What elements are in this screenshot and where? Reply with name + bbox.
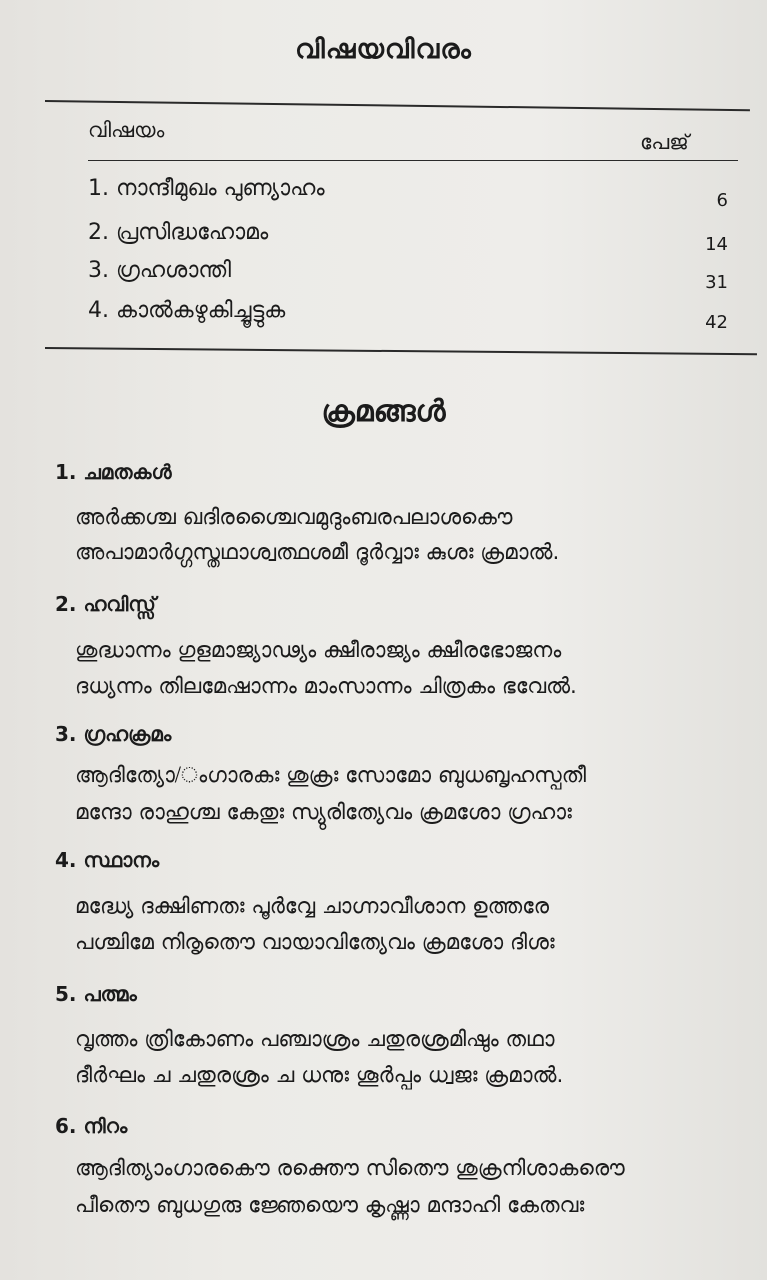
toc-row-label: 2. പ്രസിദ്ധഹോമം [88,220,269,245]
toc-header-rule [88,160,738,161]
item-heading: 5. പത്മം [55,982,137,1006]
verse-line: പശ്ചിമേ നിരൃതൌ വായാവിത്യേവം ക്രമശോ ദിശഃ [75,930,555,955]
toc-row-label: 3. ഗ്രഹശാന്തി [88,258,231,283]
toc-row [88,258,728,298]
toc-row [88,220,728,260]
toc-bottom-rule [45,347,757,355]
page-title: വിഷയവിവരം [295,34,472,65]
toc-header-subject: വിഷയം [88,118,165,142]
item-heading: 3. ഗ്രഹക്രമം [55,722,172,746]
toc-top-rule [45,100,750,111]
toc-row-page: 42 [705,312,728,333]
item-heading: 4. സ്ഥാനം [55,848,160,872]
toc-row-page: 14 [705,234,728,255]
item-heading: 2. ഹവിസ്സ് [55,592,156,616]
toc-row-page: 6 [716,190,728,211]
verse-line: ആദിത്യാംഗാരകൌ രക്തൌ സിതൌ ശുക്രനിശാകരൌ [75,1156,625,1181]
verse-line: മദ്ധ്യേ ദക്ഷിണതഃ പൂർവ്വേ ചാഗ്നാവീശാന ഉത്തരേ [75,894,550,919]
section-title: ക്രമങ്ങൾ [321,394,446,429]
verse-line: ദധ്യന്നം തിലമേഷാന്നം മാംസാന്നം ചിത്രകം ഭവേൽ. [75,674,577,699]
toc-row-page: 31 [705,272,728,293]
item-heading: 1. ചമതകൾ [55,460,172,484]
item-heading: 6. നിറം [55,1114,128,1138]
verse-line: അർക്കശ്ച ഖദിരശ്ചൈവമുദുംബരപലാശകൌ [75,505,513,530]
verse-line: പീതൌ ബുധഗുരു ജ്ഞേയൌ കൃഷ്ണാ മന്ദാഹി കേതവഃ [75,1193,585,1218]
toc-row [88,298,728,338]
verse-line: അപാമാർഗ്ഗസ്തഥാശ്വത്ഥശമീ ദൂർവ്വാഃ കുശഃ ക്രമാൽ. [75,540,560,565]
verse-line: മന്ദോ രാഹുശ്ച കേതുഃ സ്യുരിത്യേവം ക്രമശോ ഗ്രഹാഃ [75,800,572,825]
toc-row-label: 1. നാന്ദീമുഖം പുണ്യാഹം [88,176,325,201]
toc-row-label: 4. കാൽകഴുകിച്ചൂട്ടുക [88,298,286,323]
verse-line: ദീർഘം ച ചതുരശ്രം ച ധനുഃ ശൂർപ്പം ധ്വജഃ ക്രമാൽ. [75,1063,564,1088]
verse-line: ആദിത്യോ/ംഗാരകഃ ശുക്രഃ സോമോ ബുധബൃഹസ്പതീ [75,763,587,788]
verse-line: വൃത്തം ത്രികോണം പഞ്ചാശ്രം ചതുരശ്രമിഷും തഥാ [75,1027,555,1052]
verse-line: ശുദ്ധാന്നം ഗുളമാജ്യാഢ്യം ക്ഷീരാജ്യം ക്ഷീരഭോജനം [75,638,562,663]
toc-row [88,176,728,216]
toc-header-page: പേജ് [640,130,689,154]
